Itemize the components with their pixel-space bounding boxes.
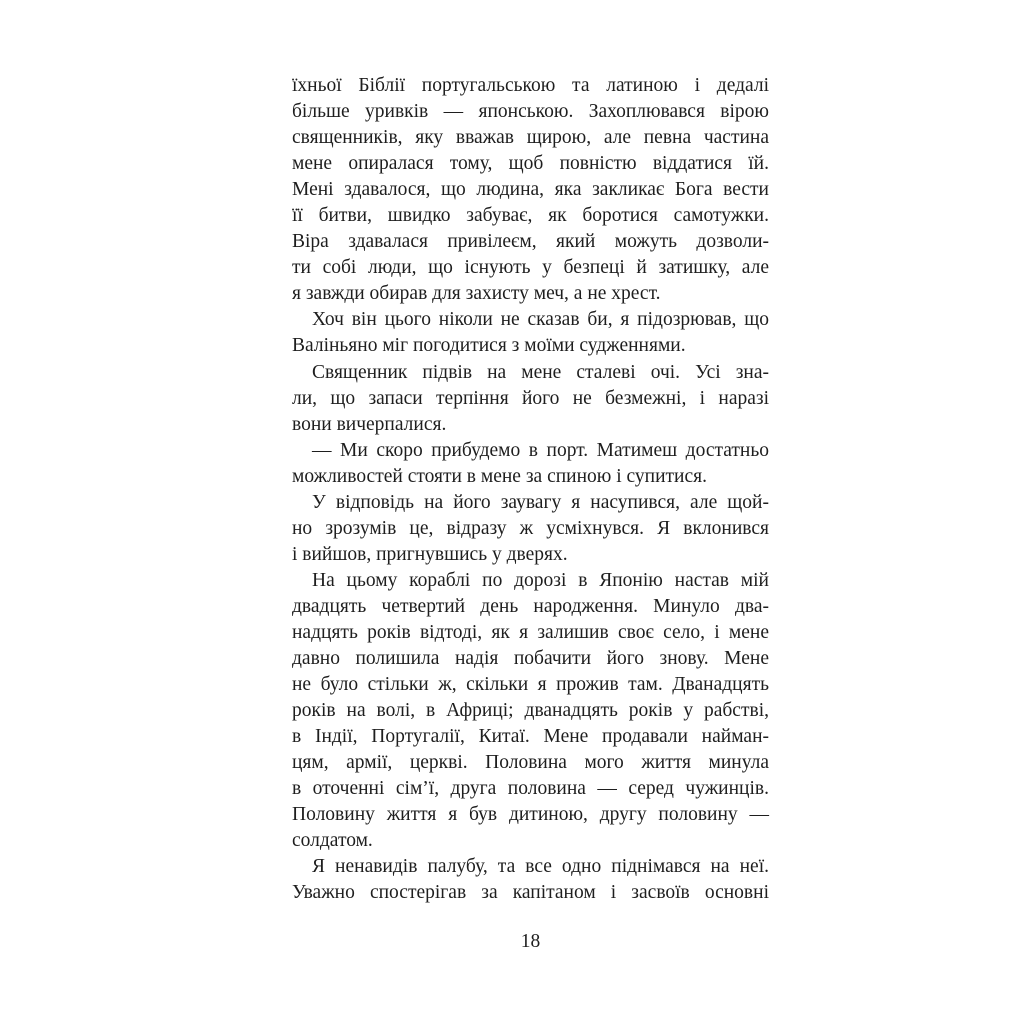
text-line: ти собі люди, що існують у безпеці й затишку, але: [292, 257, 769, 279]
text-line: вони вичерпалися.: [292, 413, 447, 435]
paragraph: [292, 307, 769, 359]
text-line: Мені здавалося, що людина, яка закликає Бога вести: [292, 179, 769, 201]
text-line: солдатом.: [292, 830, 373, 852]
text-line: Половину життя я був дитиною, другу половину —: [292, 804, 769, 826]
text-line: не було стільки ж, скільки я прожив там. Дванадцять: [292, 674, 769, 696]
paragraph: [292, 360, 769, 438]
text-line: — Ми скоро прибудемо в порт. Матимеш достатньо: [312, 439, 769, 461]
text-line: її битви, швидко забуває, як боротися самотужки.: [292, 205, 769, 227]
text-line: мене опиралася тому, щоб повністю віддатися їй.: [292, 153, 769, 175]
page-number: 18: [520, 931, 541, 952]
text-line: давно полишила надія побачити його знову. Мене: [292, 648, 769, 670]
paragraph: [292, 568, 769, 855]
text-line: Хоч він цього ніколи не сказав би, я підозрював, що: [312, 309, 769, 331]
text-line: ли, що запаси терпіння його не безмежні, і наразі: [292, 387, 769, 409]
text-line: можливостей стояти в мене за спиною і супитися.: [292, 465, 707, 487]
text-line: Я ненавидів палубу, та все одно піднімався на неї.: [312, 856, 769, 878]
text-line: Уважно спостерігав за капітаном і засвоїв основні: [292, 882, 769, 904]
text-line: священників, яку вважав щирою, але певна частина: [292, 127, 769, 149]
text-line: в Індії, Португалії, Китаї. Мене продавали найман-: [292, 726, 769, 748]
text-line: но зрозумів це, відразу ж усміхнувся. Я вклонився: [292, 517, 769, 539]
dialogue-paragraph: [292, 438, 769, 490]
text-line: надцять років відтоді, як я залишив своє село, і мене: [292, 621, 769, 643]
text-line: років на волі, в Африці; дванадцять років у рабстві,: [292, 700, 769, 722]
paragraph: [292, 73, 769, 307]
text-line: їхньої Біблії португальською та латиною і дедалі: [292, 75, 769, 96]
text-line: Валіньяно міг погодитися з моїми судженнями.: [292, 335, 686, 357]
paragraph: [292, 490, 769, 568]
text-line: цям, армії, церкві. Половина мого життя минула: [292, 752, 769, 774]
text-line: двадцять четвертий день народження. Минуло два-: [292, 595, 769, 617]
text-line: На цьому кораблі по дорозі в Японію настав мій: [312, 569, 769, 591]
text-line: Священник підвів на мене сталеві очі. Усі зна-: [312, 361, 769, 383]
text-line: Віра здавалася привілеєм, який можуть дозволи-: [292, 231, 769, 253]
paragraph: [292, 854, 769, 906]
text-line: більше уривків — японською. Захоплювався вірою: [292, 101, 769, 123]
text-line: я завжди обирав для захисту меч, а не хрест.: [292, 283, 661, 305]
text-line: в оточенні сім’ї, друга половина — серед чужинців.: [292, 778, 769, 800]
text-line: і вийшов, пригнувшись у дверях.: [292, 543, 568, 565]
body-text: [292, 73, 769, 907]
text-line: У відповідь на його заувагу я насупився, але щой-: [312, 491, 769, 513]
